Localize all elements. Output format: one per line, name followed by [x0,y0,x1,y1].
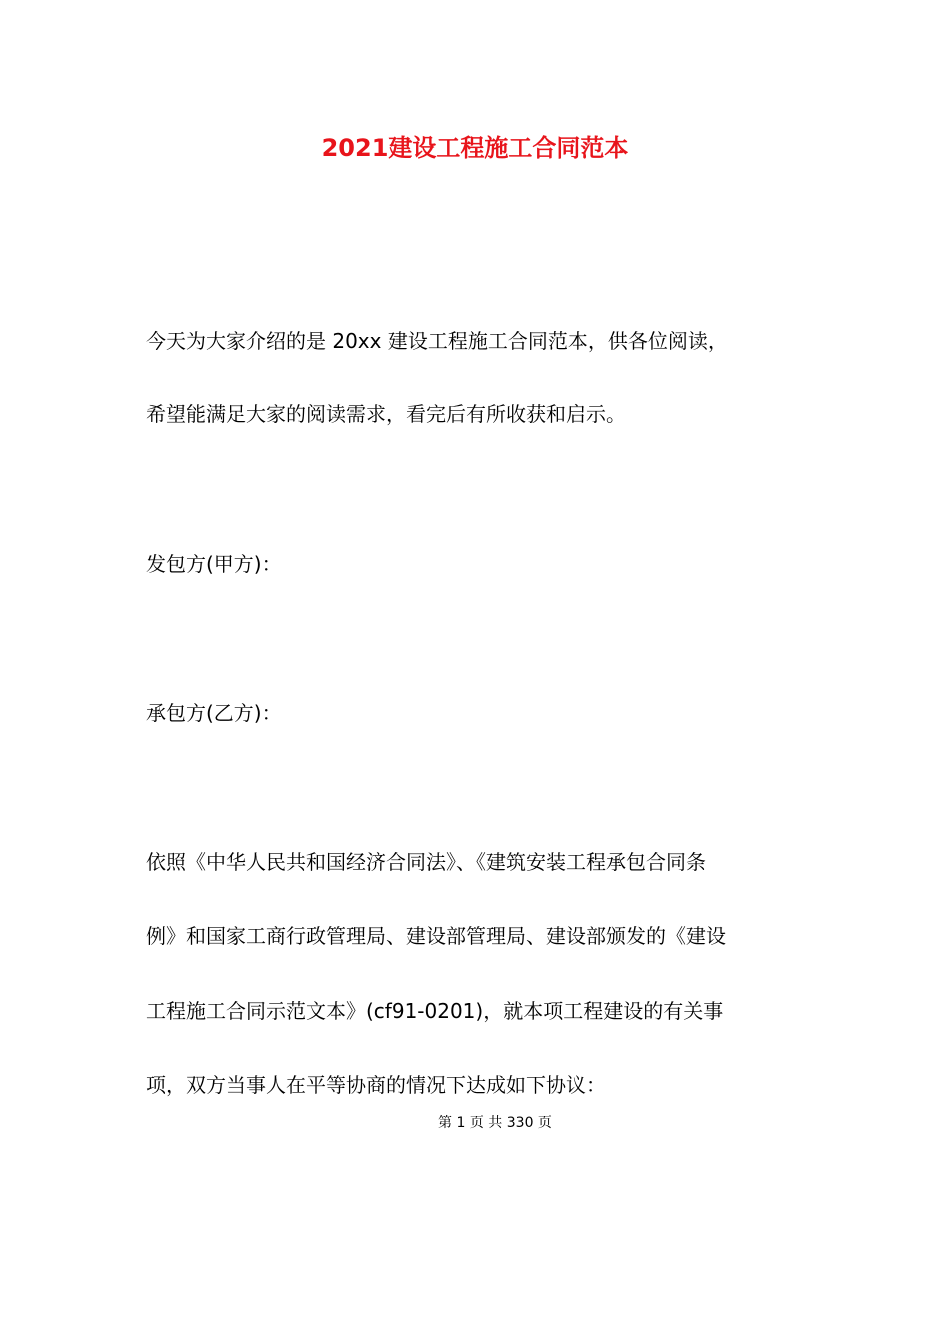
page-number-footer: 第 1 页 共 330 页 [438,1115,552,1131]
intro-line-1: 今天为大家介绍的是 20xx 建设工程施工合同范本，供各位阅读， [146,329,728,353]
intro-line-2: 希望能满足大家的阅读需求，看完后有所收获和启示。 [146,402,626,426]
basis-line-3: 工程施工合同示范文本》(cf91-0201)，就本项工程建设的有关事 [146,999,724,1023]
basis-line-2: 例》和国家工商行政管理局、建设部管理局、建设部颁发的《建设 [146,924,726,948]
document-title: 2021建设工程施工合同范本 [321,134,629,162]
party-b-label: 承包方(乙方)： [146,701,282,725]
party-a-label: 发包方(甲方)： [146,552,282,576]
basis-line-4: 项，双方当事人在平等协商的情况下达成如下协议： [146,1073,606,1097]
basis-line-1: 依照《中华人民共和国经济合同法》、《建筑安装工程承包合同条 [146,850,706,874]
